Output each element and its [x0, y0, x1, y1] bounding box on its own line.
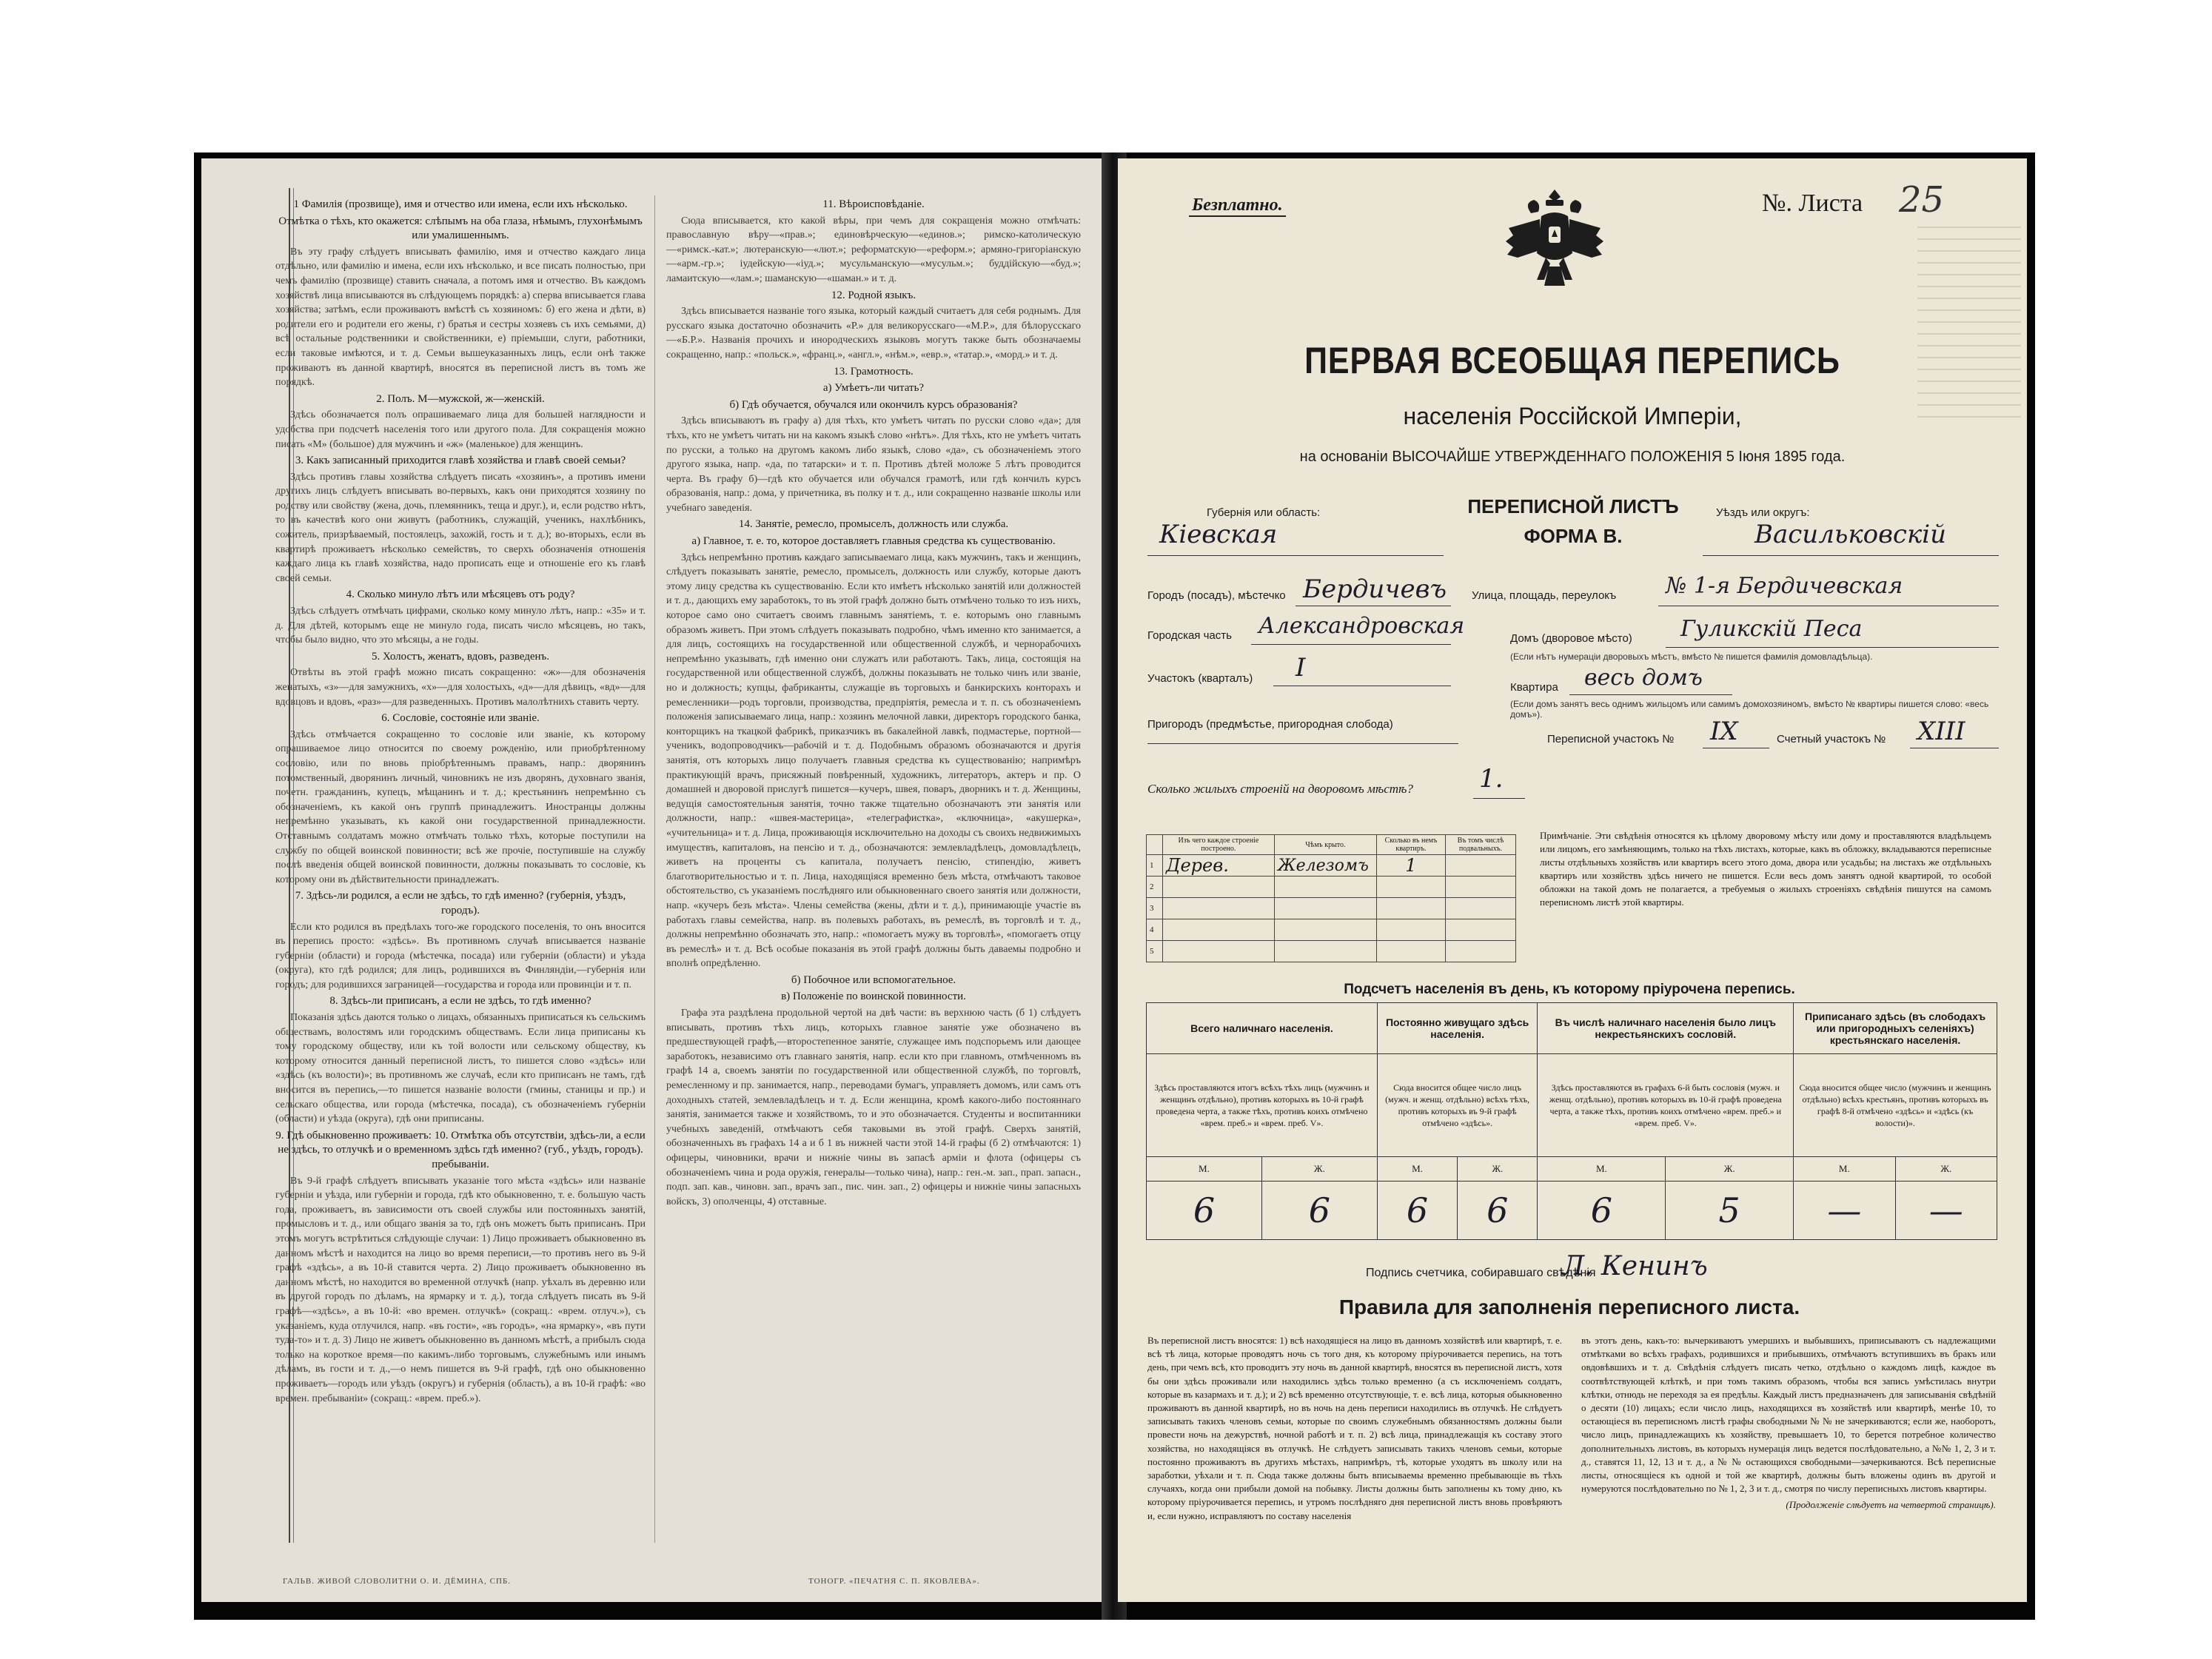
apartment-note: (Если домъ занятъ весь однимъ жильцомъ или самимъ домохозяиномъ, вмѣсто № квартиры пишется слово: «весь домъ»).	[1510, 699, 1989, 720]
left-page	[201, 158, 1110, 1602]
buildings-row-num: 5	[1147, 941, 1163, 962]
enumerator-signature-label: Подпись счетчика, собиравшаго свѣдѣнія	[1366, 1267, 1596, 1279]
buildings-material-cell: Дерев.	[1162, 855, 1274, 877]
section-13b-title: б) Гдѣ обучается, обучался или окончилъ курсъ образованія?	[729, 398, 1018, 411]
apartment-underline	[1569, 694, 1732, 695]
buildings-header-material: Изъ чего каждое строеніе построено.	[1162, 835, 1274, 855]
form-heading-line-2: ФОРМА В.	[1524, 525, 1623, 547]
pop-male-header: М.	[1147, 1157, 1262, 1182]
pop-present-female: 6	[1261, 1182, 1377, 1240]
section-9-body: Въ 9-й графѣ слѣдуетъ вписывать указаніе того мѣста «здѣсь» или названіе губерніи и уѣзда, или губерніи и города, гдѣ кто обыкновенно, т. е. большую часть года, проживаетъ, въ зависимости отъ своей службы или постоянныхъ занятій, промысловъ и т. д., или общаго званія за то, гдѣ онъ можетъ быть приписанъ. При этомъ могутъ встрѣтиться слѣдующіе случаи: 1) Лицо проживаетъ обыкновенно въ данномъ мѣстѣ и находится на лицо во время переписи,—то противъ него въ 9-й графѣ «здѣсь», а въ 10-й ставится черта. 2) Лицо проживаетъ обыкновенно въ данномъ мѣстѣ, но находится во временной отлучкѣ (напр. уѣхалъ въ деревню или въ другой городъ по дѣламъ, на ярмарку и т. д.), тогда слѣдуетъ писать въ 9-й графѣ—«здѣсь», а въ 10-й: «во времен. отлучкѣ» (сокращ.: «врем. отлуч.»), съ указаніемъ, куда отлучился, напр. «въ гости», «въ городъ», «на ярмарку», «въ пути туда-то» и т. д. 3) Лицо не живетъ обыкновенно въ данномъ мѣстѣ, а прибылъ сюда только на короткое время—по какимъ-либо торговымъ, служебнымъ или инымъ дѣламъ, въ гости и т. д.,—о немъ пишется въ 9-й графѣ, гдѣ оно обыкновенно проживаетъ—городъ или уѣздъ (округъ) и губернія (область), а въ 10-й графѣ: «во времен. пребываніи» (сокращ.: «врем. преб.»).	[275, 1175, 646, 1404]
section-14c-title: в) Положеніе по воинской повинности.	[781, 991, 966, 1003]
buildings-apartments-cell	[1376, 919, 1445, 941]
section-1-note: Отмѣтка о тѣхъ, кто окажется: слѣпымъ на оба глаза, нѣмымъ, глухонѣмымъ или умалишеннымъ.	[278, 215, 643, 242]
population-table	[1146, 1002, 1997, 1240]
uezd-underline	[1703, 555, 1999, 556]
buildings-note: Примѣчаніе. Эти свѣдѣнія относятся къ цѣлому дворовому мѣсту или дому и проставляются владѣльцемъ или лицомъ, его замѣняющимъ, только на тѣхъ листахъ, которые, какъ въ обложку, вкладываются переписные листы отдѣльныхъ хозяйствъ или квартиръ всего этого дома, двора или усадьбы; на листахъ же отдѣльныхъ квартиръ или хозяйствъ здѣсь ничего не пишется. Если весь домъ занятъ одной квартирой, то особой обложки на такой домъ не полагается, а требуемыя о жилыхъ строеніяхъ свѣдѣнія пишутся на самомъ переписномъ листѣ этой квартиры.	[1540, 830, 1991, 908]
buildings-row-num: 3	[1147, 898, 1163, 919]
buildings-count-label: Сколько жилыхъ строеній на дворовомъ мѣстѣ?	[1147, 782, 1413, 796]
buildings-roof-cell	[1274, 941, 1376, 962]
section-2-title: 2. Полъ. М—мужской, ж—женскій.	[376, 392, 545, 405]
section-14a-title: а) Главное, т. е. то, которое доставляетъ главныя средства къ существованію.	[691, 535, 1056, 548]
table-row	[1147, 919, 1516, 941]
buildings-table	[1146, 834, 1516, 962]
pop-non-peasant-female: 5	[1666, 1182, 1794, 1240]
pop-female-header: Ж.	[1666, 1157, 1794, 1182]
town-value: Бердичевъ	[1303, 574, 1447, 604]
instructions-column-1	[275, 195, 646, 1558]
buildings-roof-cell	[1274, 919, 1376, 941]
pop-desc-present: Здѣсь проставляются итогъ всѣхъ тѣхъ лицъ (мужчинъ и женщинъ отдѣльно), противъ которыхъ въ 10-й графѣ проведена черта, а также тѣхъ, противъ коихъ отмѣчено «врем. преб.» и «врем. преб. V».	[1147, 1054, 1378, 1157]
pop-present-male: 6	[1147, 1182, 1262, 1240]
section-6-title: 6. Сословіе, состояніе или званіе.	[381, 712, 540, 725]
population-count-title: Подсчетъ населенія въ день, къ которому пріурочена перепись.	[1344, 982, 1795, 997]
buildings-apartments-cell: 1	[1376, 855, 1445, 877]
pop-female-header: Ж.	[1261, 1157, 1377, 1182]
buildings-roof-cell	[1274, 898, 1376, 919]
census-district-value: IX	[1710, 717, 1738, 746]
section-1-body: Въ эту графу слѣдуетъ вписывать фамилію, имя и отчество каждаго лица отдѣльно, или фамилію и имена, если ихъ нѣсколько, и все писать полностью, при чемъ фамилію (прозвище) ставить сначала, а потомъ имя и отчество. Въ каждомъ хозяйствѣ лица вписываются въ слѣдующемъ порядкѣ: а) сперва вписывается глава хозяйства; затѣмъ, если проживаютъ вмѣстѣ съ хозяиномъ: б) его жена и дѣти, в) родители его и родители его жены, г) братья и сестры хозяевъ съ ихъ семьями, д) всѣ остальные родственники и свойственники, е) пріемыши, слуги, работники, если таковые имѣются, и т. д. Семьи вышеуказанныхъ лицъ, если онѣ также проживаютъ въ данной квартирѣ, вносятся въ переписной листъ въ томъ же порядкѣ.	[275, 246, 646, 389]
buildings-header-roof: Чѣмъ крыто.	[1274, 835, 1376, 855]
buildings-row-num: 2	[1147, 877, 1163, 898]
street-label: Улица, площадь, переулокъ	[1472, 589, 1617, 602]
pop-female-header: Ж.	[1895, 1157, 1997, 1182]
house-value: Гуликскій Песа	[1680, 616, 1863, 642]
suburb-underline	[1147, 743, 1458, 744]
pop-permanent-male: 6	[1377, 1182, 1457, 1240]
buildings-basement-cell	[1445, 941, 1515, 962]
free-of-charge-label: Безплатно.	[1189, 195, 1286, 217]
precinct-value: I	[1296, 653, 1306, 683]
buildings-row-num: 4	[1147, 919, 1163, 941]
buildings-apartments-cell	[1376, 877, 1445, 898]
uezd-label: Уѣздъ или округъ:	[1716, 506, 1810, 519]
city-district-value: Александровская	[1259, 613, 1465, 639]
section-13a-title: а) Умѣетъ-ли читать?	[822, 382, 925, 395]
buildings-header-basement: Въ томъ числѣ подвальныхъ.	[1445, 835, 1515, 855]
rules-column-2	[1581, 1334, 1996, 1593]
section-11-title: 11. Вѣроисповѣданіе.	[822, 198, 925, 210]
house-label: Домъ (дворовое мѣсто)	[1510, 632, 1632, 645]
uezd-value: Васильковскій	[1754, 520, 1947, 549]
section-12-title: 12. Родной языкъ.	[831, 289, 916, 301]
rules-column-2-text: въ этотъ день, какъ-то: вычеркиваютъ умершихъ и выбывшихъ, приписываютъ съ надлежащими отмѣтками во всѣхъ графахъ, родившихся и прибывшихъ, отмѣчаютъ вступившихъ въ бракъ или овдовѣвшихъ и т. д. Свѣдѣнія слѣдуетъ писать четко, отдѣльно о каждомъ лицѣ, каждое въ соотвѣтствующей клѣткѣ, и при томъ такимъ образомъ, чтобы вся запись умѣстилась внутри клѣтки, отнюдь не переходя за ея предѣлы. Каждый листъ предназначенъ для записыванія свѣдѣній о десяти (10) лицахъ; если число лицъ, находящихся въ хозяйствѣ или квартирѣ, менѣе 10, то остающіеся въ переписномъ листѣ графы свободными № № не зачеркиваются; если же, наоборотъ, число лицъ, принадлежащихъ къ хозяйству, превышаетъ 10, то берется потребное количество дополнительныхъ листовъ, въ которыхъ нумерація лицъ ведется послѣдовательно, а №№ 1, 2, 3 и т. д., ставятся 11, 12, 13 и т. д., а № № остающихся свободными—зачеркиваются. Всѣ переписные листы, относящіеся къ одной и той же квартирѣ, должны быть вложены одинъ въ другой и нумеруются послѣдовательно по № 1, 2, 3 и т. д., смотря по числу переписныхъ листовъ квартиры.	[1581, 1335, 1996, 1495]
buildings-material-cell	[1162, 877, 1274, 898]
document-basis: на основаніи ВЫСОЧАЙШЕ УТВЕРЖДЕННАГО ПОЛОЖЕНІЯ 5 Іюня 1895 года.	[1299, 449, 1846, 465]
rules-title: Правила для заполненія переписного листа.	[1338, 1296, 1800, 1318]
buildings-basement-cell	[1445, 898, 1515, 919]
counting-district-label: Счетный участокъ №	[1777, 733, 1886, 745]
table-row	[1147, 941, 1516, 962]
section-13-body: Здѣсь вписываютъ въ графу а) для тѣхъ, кто умѣетъ читать по русски слово «да»; для тѣхъ, кто не умѣетъ читать ни на какомъ языкѣ слово «нѣтъ». Для тѣхъ, кто не умѣетъ читать по русски, а только на другомъ какомъ либо языкѣ, слово «да», съ обозначеніемъ этого другого языка, напр. «да, по татарски» и т. п. Противъ дѣтей моложе 5 лѣтъ проводится черта. Въ графу б)—гдѣ кто обучается или обучался грамотѣ, или гдѣ кончилъ курсъ образованія, напр.: дома, у причетника, въ полку и т. д., или сокращенно названіе школы или учебнаго заведенія.	[666, 415, 1081, 514]
section-4-body: Здѣсь слѣдуетъ отмѣчать цифрами, сколько кому минуло лѣтъ, напр.: «35» и т. д. Для дѣтей, которымъ еще не минуло года, писать число мѣсяцевъ, но такъ, чтобы было видно, что это мѣсяцы, а не годы.	[275, 606, 646, 646]
pop-header-registered-peasant: Приписанаго здѣсь (въ слободахъ или пригородныхъ селеніяхъ) крестьянскаго населенія.	[1794, 1003, 1997, 1054]
section-14-title: 14. Занятіе, ремесло, промыселъ, должность или служба.	[738, 518, 1009, 531]
counting-district-value: XIII	[1917, 717, 1965, 746]
form-heading	[1458, 492, 1688, 551]
double-headed-eagle-icon	[1503, 184, 1606, 295]
buildings-material-cell	[1162, 919, 1274, 941]
city-district-underline	[1251, 644, 1451, 645]
section-2-body: Здѣсь обозначается полъ опрашиваемаго лица для большей наглядности и удобства при подсчетѣ населенія того или другого пола. Для сокращенія можно писать «М» (большое) для мужчинъ и «ж» (маленькое) для женщинъ.	[275, 409, 646, 450]
buildings-row-num: 1	[1147, 855, 1163, 877]
printer-imprint-right: ТОНОГР. «ПЕЧАТНЯ С. П. ЯКОВЛЕВА».	[808, 1577, 980, 1586]
buildings-roof-cell: Железомъ	[1274, 855, 1376, 877]
section-5-title: 5. Холостъ, женатъ, вдовъ, разведенъ.	[371, 650, 550, 663]
house-underline	[1666, 647, 1999, 648]
buildings-apartments-cell	[1376, 898, 1445, 919]
gubernia-underline	[1147, 555, 1444, 556]
pop-registered-peasant-male: —	[1794, 1182, 1895, 1240]
pop-desc-non-peasant: Здѣсь проставляются въ графахъ 6-й быть сословія (мужч. и женщ. отдѣльно), противъ которыхъ въ 10-й графѣ проведена черта, а также тѣхъ, противъ коихъ отмѣчено «врем. преб.» и «врем. преб. V».	[1538, 1054, 1794, 1157]
buildings-roof-cell	[1274, 877, 1376, 898]
apartment-label: Квартира	[1510, 681, 1558, 694]
pop-values-row	[1147, 1182, 1997, 1240]
document-subtitle: населенія Россійской Имперіи,	[1403, 403, 1742, 429]
buildings-basement-cell	[1445, 855, 1515, 877]
gubernia-label: Губернія или область:	[1207, 506, 1321, 519]
buildings-row-num-header	[1147, 835, 1163, 855]
street-value: № 1-я Бердичевская	[1666, 573, 1903, 599]
table-row	[1147, 877, 1516, 898]
pop-female-header: Ж.	[1458, 1157, 1538, 1182]
section-9-title: 9. Гдѣ обыкновенно проживаетъ: 10. Отмѣтка объ отсутствіи, здѣсь-ли, а если не здѣсь, то отлучкѣ и о временномъ здѣсь гдѣ именно? (губ., уѣздъ, городъ). пребываніи.	[275, 1129, 646, 1170]
pop-male-header: М.	[1538, 1157, 1666, 1182]
city-district-label: Городская часть	[1147, 629, 1232, 642]
buildings-material-cell	[1162, 898, 1274, 919]
suburb-label: Пригородъ (предмѣстье, пригородная слобода)	[1147, 718, 1393, 731]
pop-male-header: М.	[1377, 1157, 1457, 1182]
section-14b-body: Графа эта раздѣлена продольной чертой на двѣ части: въ верхнюю часть (б 1) слѣдуетъ вписывать, противъ тѣхъ лицъ, которыхъ главное занятіе уже обозначено въ предшествующей графѣ,—второстепенное занятіе, служащее имъ подспорьемъ или дающее заработокъ, независимо отъ главнаго занятія, напр. если кто при главномъ, отмѣченномъ въ графѣ 14 а, своемъ занятіи по государственной или общественной службѣ, по торговлѣ, ремесленному и пр. занимается, напр., переводами бумагъ, управляетъ домомъ, или самъ отъ доходныхъ статей, землевладѣлецъ и т. д. Если женщина, кромѣ какого-либо постояннаго занятія, занимается также и хозяйствомъ, то и это обозначается. Студенты и воспитанники учебныхъ заведеній, отмѣчаютъ себя таковыми въ этой графѣ. Сверхъ занятій, обозначенныхъ въ графахъ 14 а и б 1 въ нижней части этой 14-й графы (б 2) отмѣчаются: 1) офицеры, чиновники, врачи и нижніе чины въ запасѣ арміи и флота (офицеры съ обозначеніемъ чина и рода оружія, генералы—только чина), напр.: ген.-м. зап., прап. запасн., подп. зап. кав., чиновн. зап., врачъ зап., пис. чин. зап., 2) офицеры и нижніе чины запасныхъ войскъ, 3) ополченцы, 4) отставные.	[666, 1008, 1081, 1207]
pop-desc-permanent: Сюда вносится общее число лицъ (мужч. и женщ. отдѣльно) всѣхъ тѣхъ, противъ которыхъ въ 9-й графѣ отмѣчено «здѣсь».	[1377, 1054, 1538, 1157]
rules-continued-note: (Продолженіе слѣдуетъ на четвертой страницѣ).	[1786, 1499, 1996, 1511]
pop-header-present: Всего наличнаго населенія.	[1147, 1003, 1378, 1054]
pop-description-row	[1147, 1054, 1997, 1157]
section-8-body: Показанія здѣсь даются только о лицахъ, обязанныхъ приписаться къ сельскимъ обществамъ, волостямъ или городскимъ обществамъ. Если лица приписаны къ тому городскому обществу, или къ той волости или сельскому обществу, къ которому относится данный переписной листъ, то пишется слово «здѣсь» или «здѣсь (къ волости)»; въ противномъ же случаѣ, если кто приписанъ не тамъ, гдѣ вносится въ перепись,—то пишется названіе волости (гмины, станицы и пр.) и сельскаго общества, или города (мѣстечка, посада), съ обозначеніемъ губерніи (области) и уѣзда (округа), гдѣ они приписаны.	[275, 1012, 646, 1125]
table-row	[1147, 898, 1516, 919]
pop-registered-peasant-female: —	[1895, 1182, 1997, 1240]
column-divider	[654, 195, 655, 1543]
pop-non-peasant-male: 6	[1538, 1182, 1666, 1240]
section-3-body: Здѣсь противъ главы хозяйства слѣдуетъ писать «хозяинъ», а противъ имени другихъ лицъ слѣдуетъ вписывать во-первыхъ, какъ они приходятся хозяину по родству или свойству (жена, дочь, племянникъ, теща и друг.), и, если родство нѣтъ, то въ качествѣ кого они живутъ (работникъ, служащій, ученикъ, нахлѣбникъ, сожитель, призрѣваемый, постоялецъ, захожій, гость и т. д.); во-вторыхъ, если въ квартирѣ проживаетъ нѣсколько семействъ, то сверхъ обозначенія отношенія каждаго лица къ главѣ хозяйства, надо прописать еще и отношеніе его къ главѣ своей семьи.	[275, 471, 646, 584]
census-district-label: Переписной участокъ №	[1547, 733, 1675, 745]
buildings-apartments-cell	[1376, 941, 1445, 962]
buildings-material-cell	[1162, 941, 1274, 962]
enumerator-signature: Л. Кенинъ	[1562, 1251, 1708, 1281]
section-14-body: Здѣсь непремѣнно противъ каждаго записываемаго лица, какъ мужчинъ, такъ и женщинъ, слѣдуетъ показывать занятіе, ремесло, промыселъ, должность или службу, которые даютъ этому лицу средства къ существованію. Если кто имѣетъ нѣсколько занятій или должностей и т. д., дающихъ ему заработокъ, то въ этой графѣ должно быть отмѣчено только то изъ нихъ, которое само оно считаетъ своимъ главнымъ занятіемъ, т. е. которымъ оно главнымъ образомъ живетъ. При этомъ слѣдуетъ показывать подробно, чѣмъ именно кто занимается, а для лицъ, состоящихъ на государственной или общественной службѣ, и чернорабочихъ непремѣнно указывать, гдѣ именно они служатъ или работаютъ. Такъ, лица, состоящія на государственной или общественной службѣ, должны показывать не только чинъ или званіе, но и должность; купцы, фабриканты, служащіе въ торговыхъ и банкирскихъ конторахъ и ремесленники—родъ торговли, производства, предпріятія, ремесла и т. п. съ обозначеніемъ положенія записываемаго лица, напр.: хозяинъ мелочной лавки, директоръ городского банка, конторщикъ на ткацкой фабрикѣ, приказчикъ въ бакалейной лавкѣ, подмастерье, портной—ученикъ, водопроводчикъ—рабочій и т. д. Подобнымъ образомъ обозначаются и другія занятія, отъ которыхъ лицо получаетъ главныя средства къ существованію; напримѣръ практикующій врачъ, присяжный повѣренный, художникъ, литераторъ, актеръ и пр. О домашней и дворовой прислугѣ пишется—кучеръ, швея, поваръ, дворникъ и т. д. Женщины, ведущія самостоятельныя занятія, точно также тщательно обозначаютъ эти занятія или должности, напр.: «швея-мастерица», «телеграфистка», «ключница», «акушерка», «учительница» и т. д. Лица, проживающія исключительно на доходы съ своихъ недвижимыхъ имуществъ, капиталовъ, на пенсію и т. д., обозначаются: землевладѣлецъ, домовладѣлецъ, живетъ на проценты съ капитала, получаетъ пенсію, стипендію, живетъ благотворительностью и т. п. Лица, находящіяся временно безъ мѣста, отмѣчаютъ таковое обстоятельство, съ указаніемъ послѣдняго или обыкновеннаго своего занятія или должности, напр. «кучеръ безъ мѣста». Члены семейства (жены, дѣти и т. д.), принимающіе участіе въ работахъ главы семейства, напр. въ полевыхъ работахъ, въ ремеслѣ, въ торговлѣ и т. д., должны непремѣнно обозначать это, напр.: «помогаетъ мужу въ торговлѣ», «помогаетъ отцу въ ремеслѣ» и т. д. Всѣ особые показанія въ этой графѣ должны быть даваемы подробно и вполнѣ опредѣленно.	[666, 552, 1081, 970]
buildings-count-value: 1.	[1479, 764, 1504, 794]
buildings-count-underline	[1473, 798, 1525, 799]
table-row	[1147, 855, 1516, 877]
pop-male-header: М.	[1794, 1157, 1895, 1182]
form-heading-line-1: ПЕРЕПИСНОЙ ЛИСТЪ	[1467, 495, 1679, 517]
section-1-title: 1 Фамилія (прозвище), имя и отчество или имена, если ихъ нѣсколько.	[293, 198, 628, 210]
sheet-number-label: №. Листа	[1762, 190, 1863, 217]
bleed-through-text	[1917, 225, 2021, 418]
apartment-value: весь домъ	[1584, 665, 1703, 691]
section-7-body: Если кто родился въ предѣлахъ того-же городского поселенія, то онъ вносится въ перепись просто: «здѣсь». Въ противномъ случаѣ вписывается названіе губерніи (области) и города (мѣстечка, посада) или губерніи (области) и уѣзда (округа), кто гдѣ родился; для лицъ, родившихся въ Финляндіи,—губернія или городъ; для родившихся заграницей—государства и города или провинціи и т. п.	[275, 921, 646, 991]
buildings-basement-cell	[1445, 919, 1515, 941]
section-11-body: Сюда вписывается, кто какой вѣры, при чемъ для сокращенія можно отмѣчать: православную вѣру—«прав.»; единовѣрческую—«единов.»; римско-католическую—«римск.-кат.»; лютеранскую—«лют.»; реформатскую—«реформ.»; армяно-григоріанскую—«арм.-гр.»; іудейскую—«іуд.»; мусульманскую—«мусульм.»; буддійскую—«буд.»; ламаитскую—«лам.»; шаманскую—«шаман.» и т. д.	[666, 215, 1081, 284]
buildings-header-apartments: Сколько въ немъ квартиръ.	[1376, 835, 1445, 855]
section-6-body: Здѣсь отмѣчается сокращенно то сословіе или званіе, къ которому опрашиваемое лицо относится по своему рожденію, или приобрѣтенному сословію, или по вновь пріобрѣтеннымъ правамъ, напр.: дворянинъ потомственный, дворянинъ личный, чиновникъ не изъ дворянъ, духовнаго званія, почетн. гражданинъ, купецъ, мѣщанинъ и т. д.; крестьянинъ непремѣнно съ обозначеніемъ, къ какой онъ группѣ принадлежитъ. Иностранцы должны непремѣнно указывать, къ какой они государственной принадлежности. Отставнымъ солдатамъ можно отмѣчать только тѣхъ, которые поступили на службу по общей воинской повинности; всѣ же прочіе, поступившіе на службу послѣ введенія общей воинской повинности, должны показывать то сословіе, къ которому они въ дѣйствительности принадлежатъ.	[275, 728, 646, 885]
pop-header-permanent: Постоянно живущаго здѣсь населенія.	[1377, 1003, 1538, 1054]
section-5-body: Отвѣты въ этой графѣ можно писать сокращенно: «ж»—для обозначенія женатыхъ, «з»—для замужнихъ, «х»—для холостыхъ, «д»—для дѣвицъ, «вд»—для вдовцовъ и вдовъ, «раз»—для разведенныхъ. Противъ малолѣтнихъ ставить черту.	[275, 667, 646, 708]
town-label: Городъ (посадъ), мѣстечко	[1147, 589, 1286, 602]
precinct-label: Участокъ (кварталъ)	[1147, 672, 1253, 685]
buildings-basement-cell	[1445, 877, 1515, 898]
printer-imprint-left: ГАЛЬВ. ЖИВОЙ СЛОВОЛИТНИ О. И. ДЁМИНА, СПБ.	[283, 1577, 512, 1586]
pop-permanent-female: 6	[1458, 1182, 1538, 1240]
pop-desc-registered-peasant: Сюда вносится общее число (мужчинъ и женщинъ отдѣльно) всѣхъ крестьянъ, противъ которыхъ въ графѣ 8-й отмѣчено «здѣсь» и «здѣсь (къ волости)».	[1794, 1054, 1997, 1157]
gubernia-value: Кіевская	[1159, 520, 1278, 549]
section-8-title: 8. Здѣсь-ли приписанъ, а если не здѣсь, то гдѣ именно?	[329, 995, 591, 1008]
section-4-title: 4. Сколько минуло лѣтъ или мѣсяцевъ отъ роду?	[346, 589, 575, 601]
pop-header-non-peasant: Въ числѣ наличнаго населенія было лицъ некрестьянскихъ сословій.	[1538, 1003, 1794, 1054]
sheet-number-value: 25	[1899, 179, 1945, 221]
section-7-title: 7. Здѣсь-ли родился, а если не здѣсь, то гдѣ именно? (губернія, уѣздъ, городъ).	[295, 890, 626, 916]
section-13-title: 13. Грамотность.	[834, 365, 914, 378]
section-3-title: 3. Какъ записанный приходится главѣ хозяйства и главѣ своей семьи?	[295, 455, 626, 467]
rules-column-1: Въ переписной листъ вносятся: 1) всѣ находящіеся на лицо въ данномъ хозяйствѣ или квартирѣ, т. е. всѣ тѣ лица, которые проводятъ ночь съ того дня, къ которому пріурочивается перепись, на тотъ день, при чемъ всѣ, кто проводитъ эту ночь въ данной квартирѣ, вносятся въ переписной листъ, хотя бы они здѣсь проживали или находились здѣсь только временно (а съ исключеніемъ солдатъ, которые въ казармахъ и т. д.); и 2) всѣ временно отсутствующіе, т. е. всѣ лица, которыя обыкновенно проживаютъ въ данной квартирѣ, но въ ночь на день переписи находились въ отлучкѣ. Не слѣдуетъ записывать такихъ членовъ семьи, которые по своимъ служебнымъ обязанностямъ должны были провести ночь на дежурствѣ, ночной работѣ и т. п. 2) всѣ лица, принадлежащія къ составу этого хозяйства, но находящіяся въ отлучкѣ. Не слѣдуетъ записывать такихъ членовъ семьи, которые постоянно проживаютъ въ другихъ мѣстахъ, напримѣръ, тѣ, которые уходятъ въ школу или на заработки, уѣхали и т. п. Сюда также должны быть вписываемы временно пребывающіе въ тѣхъ случаяхъ, когда они прибыли домой на побывку. Листы должны быть заполнены къ тому дню, къ которому пріурочивается перепись, и утромъ послѣдняго дня переписной листъ вновь провѣряютъ и, если нужно, исправляютъ по составу населенія	[1147, 1335, 1562, 1521]
right-page	[1118, 158, 2027, 1602]
house-note: (Если нѣтъ нумераціи дворовыхъ мѣстъ, вмѣсто № пишется фамилія домовладѣльца).	[1510, 651, 1873, 662]
section-12-body: Здѣсь вписывается названіе того языка, который каждый считаетъ для себя роднымъ. Для русскаго языка достаточно обозначить «Р.» для великорусскаго—«М.Р.», для бѣлорусскаго—«Б.Р.». Названія прочихъ и инородческихъ языковъ могутъ также быть обозначаемы сокращенно, напр.: «польск.», «франц.», «англ.», «нѣм.», «евр.», «татар.», «морд.» и т. д.	[666, 306, 1081, 361]
pop-sex-header-row	[1147, 1157, 1997, 1182]
section-14b-title: б) Побочное или вспомогательное.	[791, 973, 956, 986]
instructions-column-2	[666, 195, 1081, 1558]
document-title: ПЕРВАЯ ВСЕОБЩАЯ ПЕРЕПИСЬ	[1304, 340, 1840, 381]
